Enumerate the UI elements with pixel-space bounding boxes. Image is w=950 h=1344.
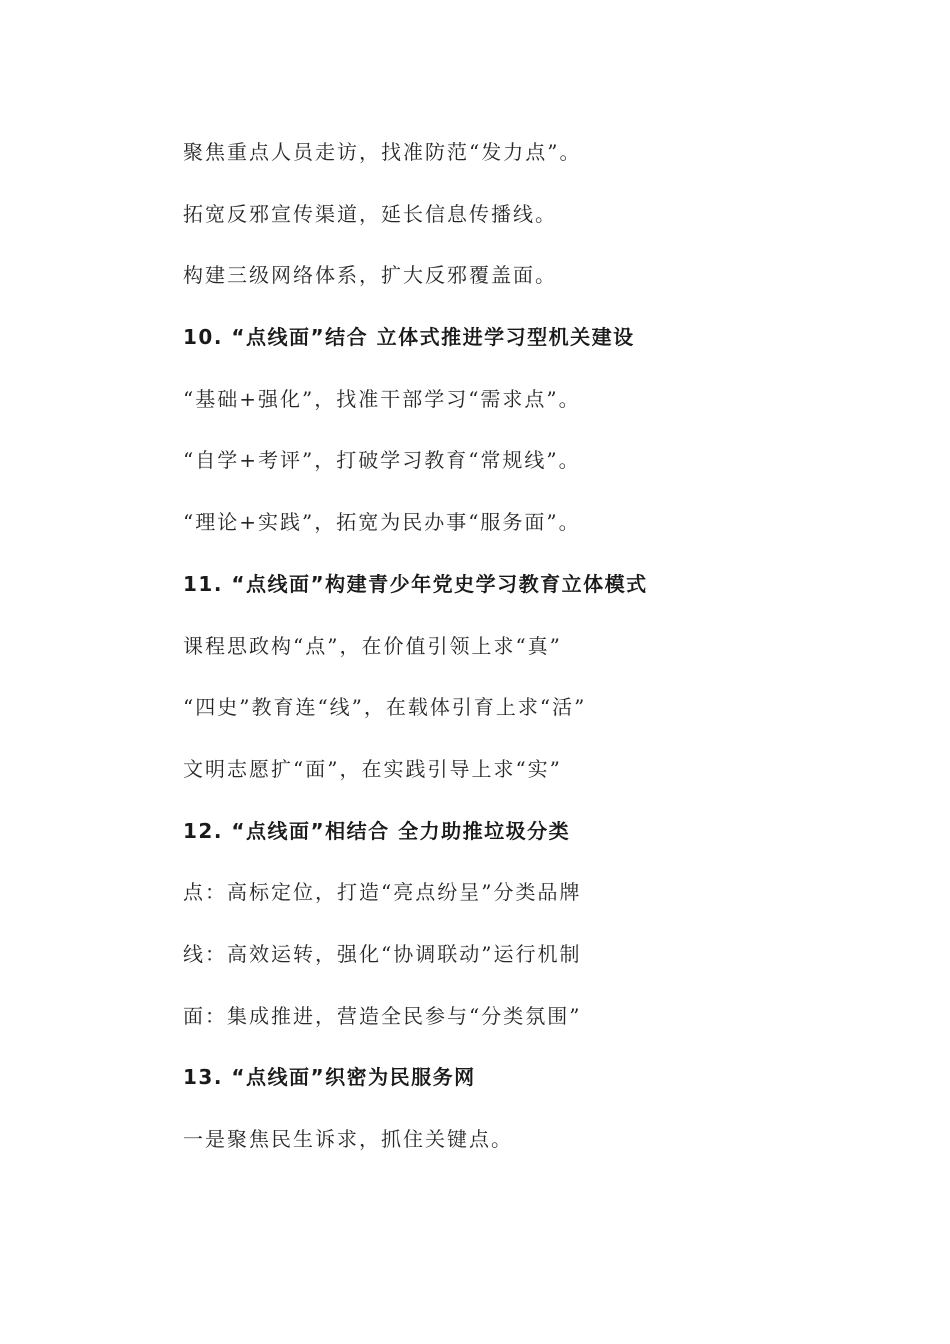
document-body (183, 134, 883, 1183)
section-heading-13: 13. “点线面”织密为民服务网 (183, 1065, 476, 1090)
body-line: 构建三级网络体系，扩大反邪覆盖面。 (183, 263, 557, 288)
body-line: “四史”教育连“线”，在载体引育上求“活” (183, 695, 587, 720)
body-line: 面：集成推进，营造全民参与“分类氛围” (183, 1003, 582, 1028)
section-heading-12: 12. “点线面”相结合 全力助推垃圾分类 (183, 818, 571, 843)
body-line: 拓宽反邪宣传渠道，延长信息传播线。 (183, 201, 557, 226)
body-line: “基础+强化”，找准干部学习“需求点”。 (183, 386, 581, 411)
body-line: 一是聚焦民生诉求，抓住关键点。 (183, 1127, 513, 1151)
section-heading-10: 10. “点线面”结合 立体式推进学习型机关建设 (183, 325, 635, 350)
body-line: “自学+考评”，打破学习教育“常规线”。 (183, 448, 581, 473)
section-heading-11: 11. “点线面”构建青少年党史学习教育立体模式 (183, 571, 648, 596)
body-line: 课程思政构“点”，在价值引领上求“真” (183, 633, 562, 658)
body-line: 点：高标定位，打造“亮点纷呈”分类品牌 (183, 880, 582, 905)
body-line: 聚焦重点人员走访，找准防范“发力点”。 (183, 140, 582, 164)
body-line: 线：高效运转，强化“协调联动”运行机制 (183, 941, 582, 966)
body-line: 文明志愿扩“面”，在实践引导上求“实” (183, 756, 562, 781)
body-line: “理论+实践”，拓宽为民办事“服务面”。 (183, 510, 581, 535)
